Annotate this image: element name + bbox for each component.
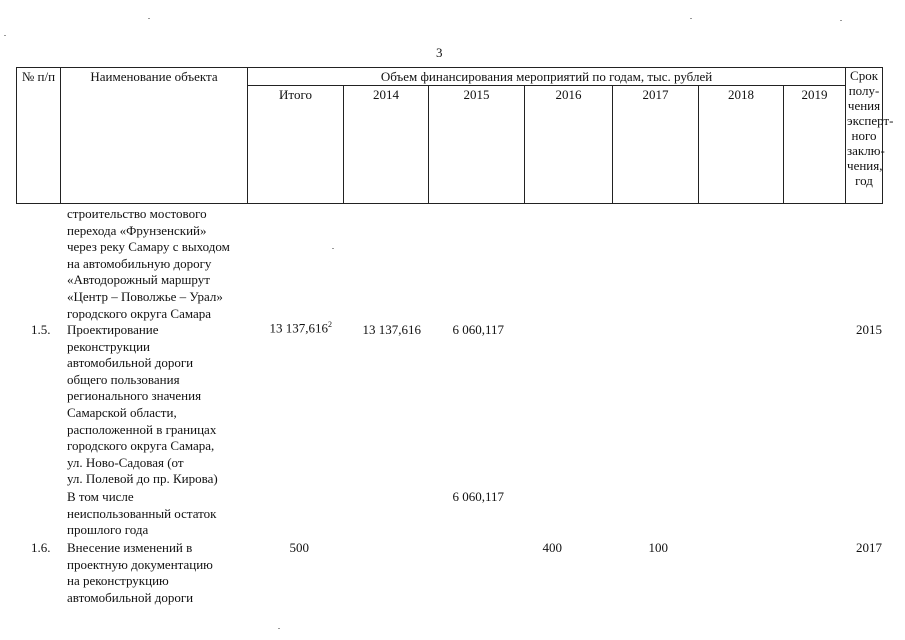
scan-speck [332,248,334,249]
scan-speck [278,628,280,629]
table-header [16,67,894,204]
header-term: Срок полу-чения эксперт-ного заклю-чения, год [846,68,883,204]
row-1-5-sub-name: В том числе неиспользованный остаток прошлого года [67,489,217,538]
row-1-5-name: Проектирование реконструкции автомобильной дороги общего пользования регионального значения Самарской области, расположенной в границах городского округа Самара, ул. Ново-Садовая (от ул. Полевой до пр. Кирова) [67,322,218,487]
row-1-6-total: 500 [289,540,309,555]
scan-speck [840,20,842,21]
header-num: № п/п [17,68,61,204]
header-name: Наименование объекта [61,68,248,204]
row-1-6-term: 2017 [856,540,882,555]
header-year-2016: 2016 [525,86,613,204]
scan-speck [148,18,150,19]
row-continuation-name: строительство мостового перехода «Фрунзенский» через реку Самару с выходом на автомобильную дорогу «Автодорожный маршрут «Центр – Поволжье – Урал» городского округа Самара [67,206,230,321]
header-year-2018: 2018 [699,86,784,204]
row-1-5-num: 1.5. [31,322,51,337]
row-1-5-total-footnote: 2 [328,320,332,329]
row-1-6-num: 1.6. [31,540,51,555]
scan-speck [690,18,692,19]
row-1-6-2017: 100 [648,540,668,555]
row-1-5-total [250,320,332,336]
row-1-5-2015: 6 060,117 [452,322,504,337]
row-1-5-total-value: 13 137,616 [269,320,328,336]
row-1-6-name: Внесение изменений в проектную документацию на реконструкцию автомобильной дороги [67,540,213,605]
header-year-2015: 2015 [429,86,525,204]
header-total: Итого [248,86,344,204]
scan-speck [4,35,6,36]
header-year-2014: 2014 [344,86,429,204]
header-year-2017: 2017 [613,86,699,204]
row-1-5-2014: 13 137,616 [362,322,421,337]
row-1-5-term: 2015 [856,322,882,337]
page-number: 3 [436,45,443,60]
row-1-6-2016: 400 [542,540,562,555]
header-year-2019: 2019 [784,86,846,204]
row-1-5-sub-2015: 6 060,117 [452,489,504,504]
header-financing: Объем финансирования мероприятий по годам, тыс. рублей [248,68,846,86]
